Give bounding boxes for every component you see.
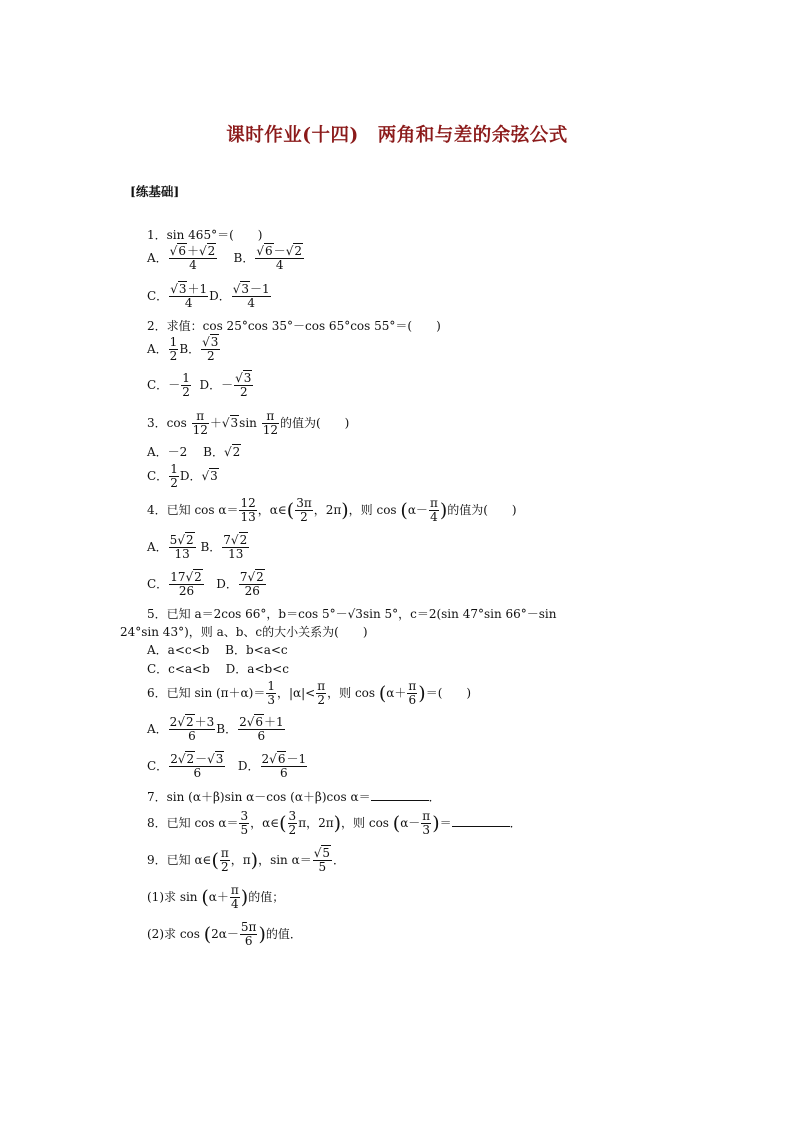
q4-options-cd: C． $\frac{17√2}{26}$ D． $\frac{7√2}{26}$ (147, 570, 264, 598)
section-heading: [练基础] (130, 184, 180, 199)
q2-options-cd: C．－ $\frac{1}{2}$ D．－ $\frac{√3}{2}$ (147, 371, 252, 399)
q1-options-ab: A． $\frac{√6+√2}{4}$ B． $\frac{√6-√2}{4}$ (147, 244, 302, 272)
q6-stem: 6．已知 sin (π＋α)＝ $\frac{1}{3}$ ，|α|< $\frac{\pi}{2}$ ，则 cos (α＋ $\frac{\pi}{6}$ )＝( ) (147, 679, 472, 707)
q8-stem: 8．已知 cos α＝ $\frac{3}{5}$ ，α∈( $\frac{3}{2}$ π，2π)，则 cos (α－ $\frac{\pi}{3}$ )＝ ． (147, 809, 522, 837)
q9-part1: (1)求 sin (α＋ $\frac{\pi}{4}$ )的值； (147, 883, 285, 911)
q4-options-ab: A． $\frac{5√2}{13}$ B． $\frac{7√2}{13}$ (147, 533, 248, 561)
q2-options-ab: A． $\frac{1}{2}$ B． $\frac{√3}{2}$ (147, 335, 219, 363)
q5-line2: 24°sin 43°)，则 a、b、c的大小关系为( ) (120, 625, 368, 639)
q1-stem: 1．sin 465°＝( ) (147, 228, 263, 242)
q2-stem: 2．求值：cos 25°cos 35°－cos 65°cos 55°＝( ) (147, 319, 441, 333)
q3-options-ab: A．－2 B．√2 (147, 445, 241, 459)
q5-options-cd: C．c<a<b D．a<b<c (147, 662, 289, 676)
q8-answer-blank (452, 816, 510, 827)
q9-part2: (2)求 cos (2α－ $\frac{5\pi}{6}$ )的值． (147, 920, 302, 948)
q3-options-cd: C． $\frac{1}{2}$ D．√3 (147, 462, 218, 490)
q3-stem: 3．cos $\frac{\pi}{12}$ ＋√3sin $\frac{\pi}{12}$ 的值为( ) (147, 409, 350, 437)
q7-stem: 7．sin (α＋β)sin α－cos (α＋β)cos α＝ ． (147, 790, 441, 804)
q6-options-ab: A． $\frac{2√2+3}{6}$ B． $\frac{2√6+1}{6}$ (147, 715, 284, 743)
q6-options-cd: C． $\frac{2√2-√3}{6}$ D． $\frac{2√6-1}{6}$ (147, 752, 307, 780)
q1-options-cd: C． $\frac{√3+1}{4}$ D． $\frac{√3-1}{4}$ (147, 282, 270, 310)
page-title: 课时作业(十四) 两角和与差的余弦公式 (226, 125, 568, 146)
q7-answer-blank (371, 790, 429, 801)
q5-options-ab: A．a<c<b B．b<a<c (147, 643, 288, 657)
q9-stem: 9．已知 α∈( $\frac{\pi}{2}$ ，π)，sin α＝ $\frac{√5}{5}$ ． (147, 846, 346, 874)
q4-stem: 4．已知 cos α＝ $\frac{12}{13}$ ，α∈( $\frac{3\pi}{2}$ ，2π)，则 cos (α－ $\frac{\pi}{4}$ )的值为( ) (147, 496, 517, 524)
q5-line1: 5．已知 a＝2cos 66°，b＝cos 5°－√3sin 5°，c＝2(sin 47°sin 66°－sin (147, 607, 557, 621)
